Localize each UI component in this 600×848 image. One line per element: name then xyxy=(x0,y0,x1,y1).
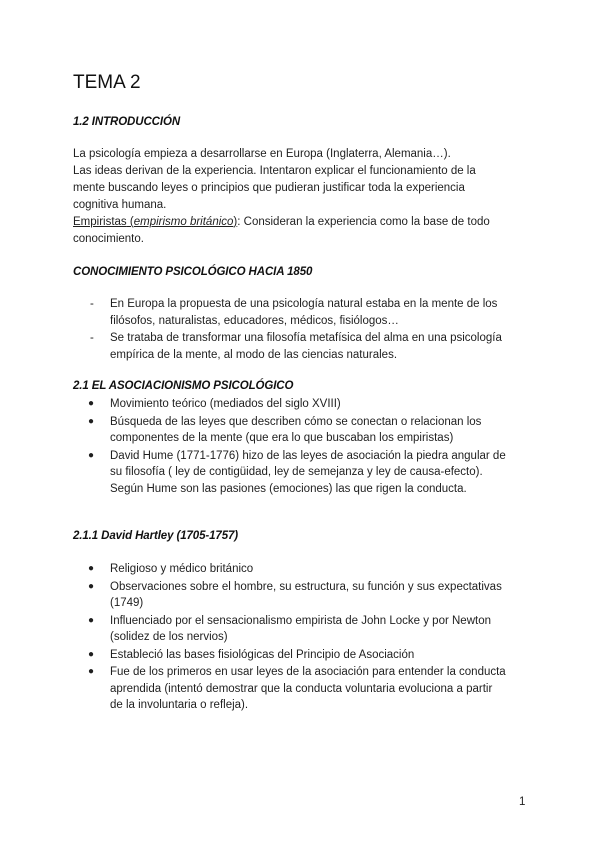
bullet-icon: ● xyxy=(88,666,95,677)
list-item: - Se trataba de transformar una filosofía metafísica del alma en una psicología empírica de la mente, al modo de las ciencias naturales. xyxy=(88,330,533,363)
section-heading-conocimiento: CONOCIMIENTO PSICOLÓGICO HACIA 1850 xyxy=(73,266,313,278)
empiristas-term: Empiristas xyxy=(73,216,127,228)
bullet-icon: ● xyxy=(88,580,95,592)
paren-open: ( xyxy=(126,216,134,228)
bullet-icon: ● xyxy=(88,415,95,427)
list-item: ● Observaciones sobre el hombre, su estructura, su función y sus expectativas (1749) xyxy=(88,580,502,609)
list-item: ● Religioso y médico británico xyxy=(88,561,533,578)
hartley-list xyxy=(88,561,533,715)
list-item: ● David Hume (1771-1776) hizo de las leyes de asociación la piedra angular de su filosofía ( ley de contigüidad, ley de semejanza y ley de causa-efecto). Según Hume son las pasiones (emociones) las que rigen la conducta. xyxy=(88,449,506,495)
bullet-icon: ● xyxy=(88,614,95,626)
text-line: conocimiento. xyxy=(73,233,144,245)
empiristas-definition: : Consideran la experiencia como la base de todo xyxy=(237,216,490,228)
list-item: ● Movimiento teórico (mediados del siglo XVIII) xyxy=(88,396,533,413)
bullet-icon: ● xyxy=(88,398,95,409)
list-item: ● Búsqueda de las leyes que describen cómo se conectan o relacionan los componentes de la mente (que era lo que buscaban los empiristas) xyxy=(88,415,482,444)
section-heading-hartley: 2.1.1 David Hartley (1705-1757) xyxy=(73,530,239,542)
empiristas-line xyxy=(73,214,533,231)
intro-paragraph xyxy=(73,146,533,248)
text-line: La psicología empieza a desarrollarse en Europa (Inglaterra, Alemania…). xyxy=(73,148,451,160)
text-line: mente buscando leyes o principios que pudieran justificar toda la experiencia xyxy=(73,182,465,194)
page-title: TEMA 2 xyxy=(73,72,141,93)
conocimiento-list xyxy=(88,296,533,364)
list-item: ● Influenciado por el sensacionalismo empirista de John Locke y por Newton (solidez de los nervios) xyxy=(88,614,491,643)
empirismo-britanico-term: empirismo británico xyxy=(133,216,234,228)
bullet-icon: ● xyxy=(88,563,95,574)
bullet-icon: ● xyxy=(88,648,95,660)
list-item: ● Fue de los primeros en usar leyes de la asociación para entender la conducta aprendida (intentó demostrar que la conducta voluntaria evoluciona a partir de la involuntaria o refleja). xyxy=(88,666,506,711)
bullet-icon: ● xyxy=(88,449,95,461)
section-heading-asociacionismo: 2.1 EL ASOCIACIONISMO PSICOLÓGICO xyxy=(73,380,294,392)
text-line: Las ideas derivan de la experiencia. Intentaron explicar el funcionamiento de la xyxy=(73,165,476,177)
list-item: ● Estableció las bases fisiológicas del Principio de Asociación xyxy=(88,647,533,664)
page-number: 1 xyxy=(519,796,526,808)
asociacionismo-list xyxy=(88,396,533,498)
text-line: cognitiva humana. xyxy=(73,199,167,211)
list-item: - En Europa la propuesta de una psicología natural estaba en la mente de los filósofos, naturalistas, educadores, médicos, fisiólogos… xyxy=(88,296,533,329)
section-heading-introduccion: 1.2 INTRODUCCIÓN xyxy=(73,116,181,128)
paren-close: ) xyxy=(233,216,238,228)
